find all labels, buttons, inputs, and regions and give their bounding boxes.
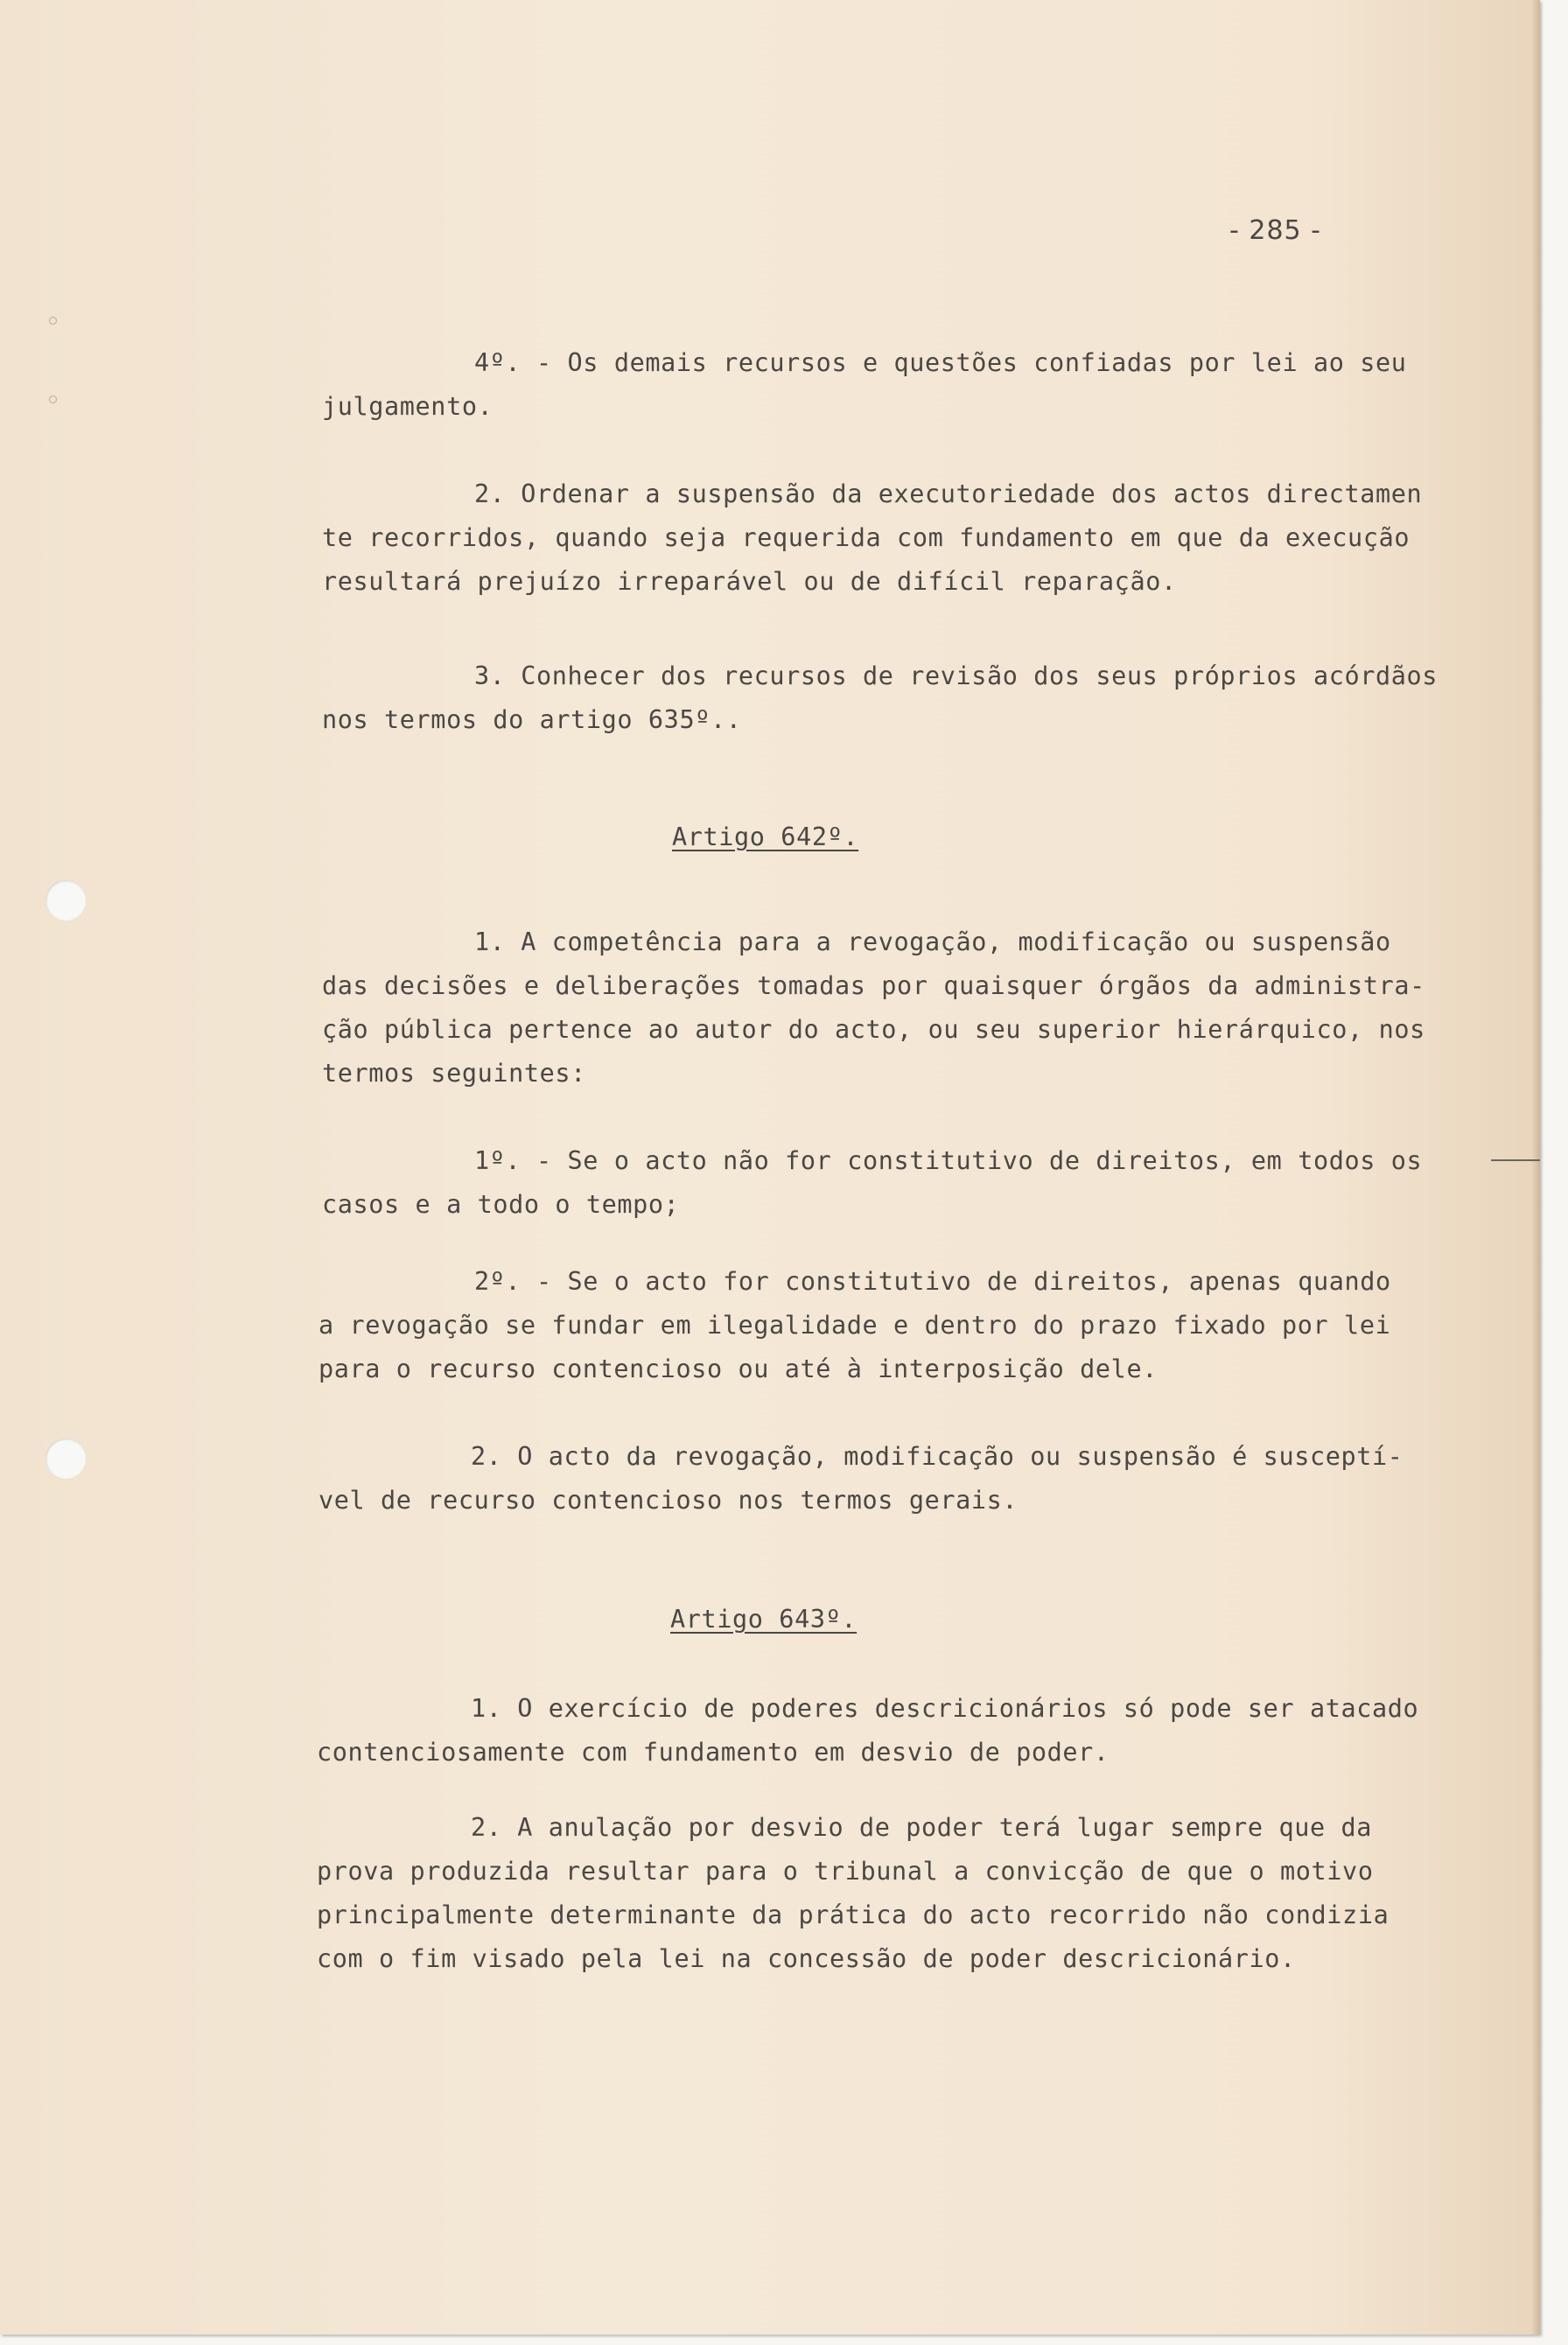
margin-mark [49,396,57,403]
text-line: das decisões e deliberações tomadas por quaisquer órgãos da administra- [322,971,1425,1000]
text-line: 3. Conhecer dos recursos de revisão dos seus próprios acórdãos [474,662,1438,690]
text-line: resultará prejuízo irreparável ou de difícil reparação. [322,567,1177,596]
text-line: 2. A anulação por desvio de poder terá lugar sempre que da [471,1813,1372,1842]
page-edge-shadow [1531,0,1540,2334]
text-line: 1. O exercício de poderes descricionários só pode ser atacado [471,1694,1419,1723]
text-line: com o fim visado pela lei na concessão de poder descricionário. [317,1944,1296,1973]
text-line: 1º. - Se o acto não for constitutivo de direitos, em todos os [474,1146,1423,1175]
text-line: 2º. - Se o acto for constitutivo de direitos, apenas quando [474,1267,1391,1296]
text-line: vel de recurso contencioso nos termos gerais. [318,1486,1018,1515]
margin-mark [1491,1159,1540,1161]
text-line: 1. A competência para a revogação, modificação ou suspensão [474,928,1391,956]
text-line: contenciosamente com fundamento em desvio de poder. [317,1738,1110,1767]
text-line: julgamento. [322,392,494,421]
punch-hole [46,880,86,920]
punch-hole [46,1438,86,1479]
text-line: a revogação se fundar em ilegalidade e dentro do prazo fixado por lei [318,1311,1391,1340]
text-line: te recorridos, quando seja requerida com fundamento em que da execução [322,523,1410,552]
text-line: casos e a todo o tempo; [322,1190,680,1219]
text-line: 2. Ordenar a suspensão da executoriedade dos actos directamen [474,480,1423,508]
article-heading: Artigo 643º. [670,1605,858,1634]
text-line: termos seguintes: [322,1059,586,1088]
text-line: nos termos do artigo 635º.. [322,705,742,734]
article-heading: Artigo 642º. [672,822,859,851]
text-line: 4º. - Os demais recursos e questões confiadas por lei ao seu [474,348,1407,377]
text-line: 2. O acto da revogação, modificação ou suspensão é susceptí- [471,1442,1404,1471]
text-line: ção pública pertence ao autor do acto, ou seu superior hierárquico, nos [322,1015,1425,1044]
text-line: para o recurso contencioso ou até à interposição dele. [318,1354,1158,1383]
text-line: principalmente determinante da prática do acto recorrido não condizia [317,1900,1390,1929]
page-number: - 285 - [1229,215,1321,246]
margin-mark [49,317,57,325]
text-line: prova produzida resultar para o tribunal a convicção de que o motivo [317,1857,1374,1886]
